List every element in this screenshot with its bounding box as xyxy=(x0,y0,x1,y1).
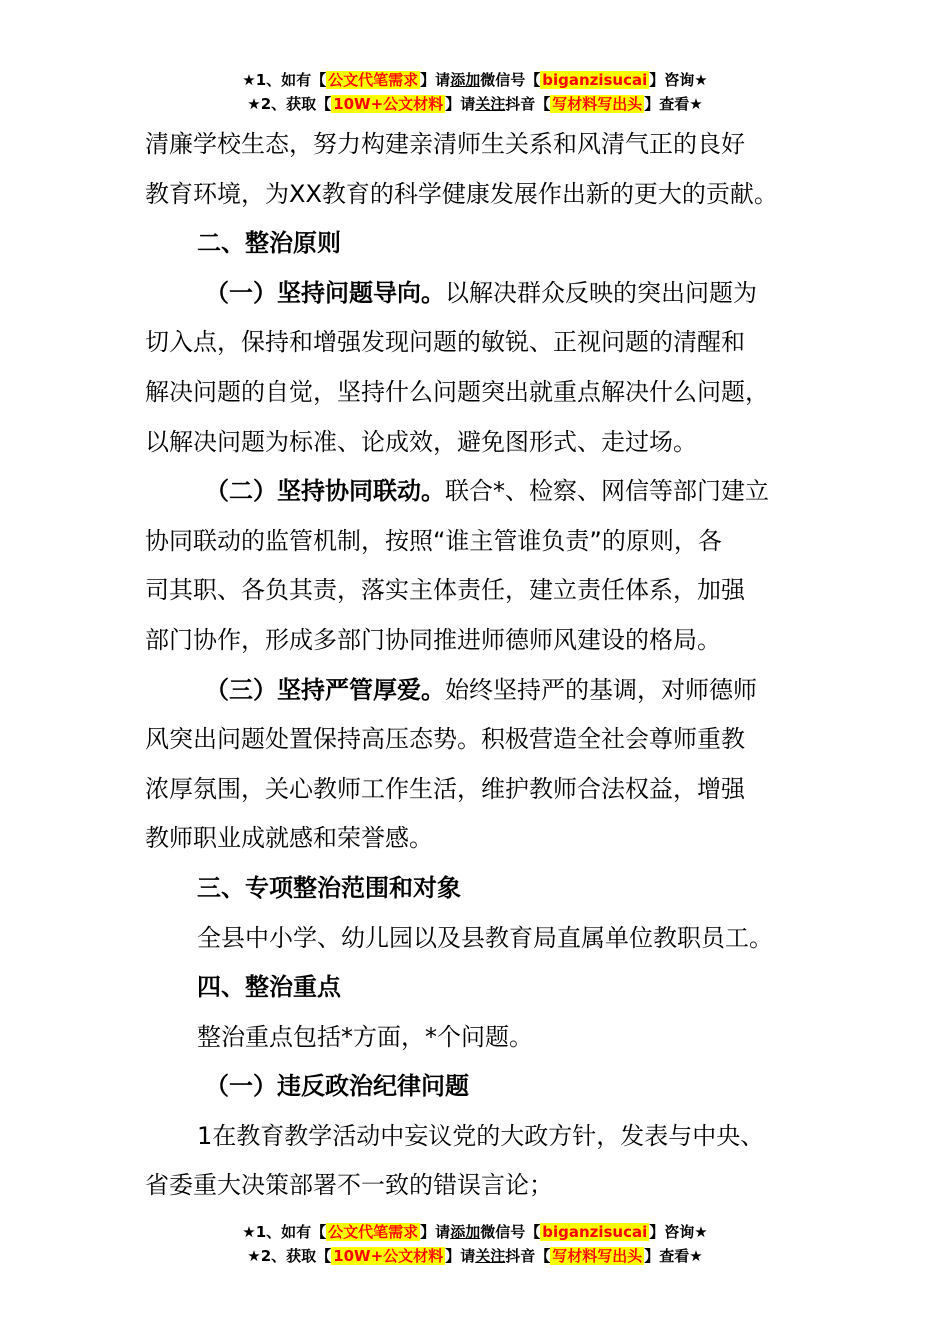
banner-top xyxy=(0,68,950,116)
banner-highlight: biganzisucai xyxy=(542,71,648,89)
section-heading: 三、专项整治范围和对象 xyxy=(197,873,461,902)
body-line: 浓厚氛围，关心教师工作生活，维护教师合法权益，增强 xyxy=(145,774,745,803)
body-line: 整治重点包括*方面，*个问题。 xyxy=(197,1022,533,1051)
body-line: 切入点，保持和增强发现问题的敏锐、正视问题的清醒和 xyxy=(145,328,745,357)
banner-bottom xyxy=(0,1220,950,1268)
principle-title: （三）坚持严管厚爱。 xyxy=(205,675,445,704)
banner-highlight: 10W+公文材料 xyxy=(333,95,444,113)
body-line: 全县中小学、幼儿园以及县教育局直属单位教职员工。 xyxy=(197,923,773,952)
banner-highlight: 10W+公文材料 xyxy=(333,1247,444,1265)
banner-line-2: ★2、获取【 10W+公文材料 】请关注抖音【 写材料写出头 】查看★ xyxy=(247,95,703,113)
body-line: 清廉学校生态，努力构建亲清师生关系和风清气正的良好 xyxy=(145,130,745,158)
body-line: 解决问题的自觉，坚持什么问题突出就重点解决什么问题， xyxy=(145,377,769,406)
banner-highlight: 公文代笔需求 xyxy=(328,71,419,89)
banner-line-2: ★2、获取【 10W+公文材料 】请关注抖音【 写材料写出头 】查看★ xyxy=(247,1247,703,1265)
principle-3: （三）坚持严管厚爱。始终坚持严的基调，对师德师 xyxy=(205,675,757,704)
subsection-heading: （一）违反政治纪律问题 xyxy=(205,1072,469,1101)
body-line: 以解决问题为标准、论成效，避免图形式、走过场。 xyxy=(145,427,697,456)
principle-title: （二）坚持协同联动。 xyxy=(205,477,445,506)
body-line: 部门协作，形成多部门协同推进师德师风建设的格局。 xyxy=(145,625,721,654)
body-line: 教师职业成就感和荣誉感。 xyxy=(145,824,433,853)
section-heading: 四、整治重点 xyxy=(197,973,341,1002)
body-line: 风突出问题处置保持高压态势。积极营造全社会尊师重教 xyxy=(145,725,745,754)
banner-line-1: ★1、如有【 公文代笔需求 】请添加微信号【 biganzisucai 】咨询★ xyxy=(242,71,708,89)
body-line: 司其职、各负其责，落实主体责任，建立责任体系，加强 xyxy=(145,576,745,605)
banner-highlight: biganzisucai xyxy=(542,1223,648,1241)
body-line: 1在教育教学活动中妄议党的大政方针，发表与中央、 xyxy=(197,1121,765,1150)
principle-1: （一）坚持问题导向。以解决群众反映的突出问题为 xyxy=(205,278,757,307)
banner-highlight: 写材料写出头 xyxy=(552,95,643,113)
section-heading: 二、整治原则 xyxy=(197,229,341,258)
banner-line-1: ★1、如有【 公文代笔需求 】请添加微信号【 biganzisucai 】咨询★ xyxy=(242,1223,708,1241)
banner-highlight: 公文代笔需求 xyxy=(328,1223,419,1241)
body-line: 协同联动的监管机制，按照“谁主管谁负责”的原则，各 xyxy=(145,526,722,555)
body-line: 教育环境，为XX教育的科学健康发展作出新的更大的贡献。 xyxy=(145,179,778,208)
document-body xyxy=(145,120,825,1211)
principle-title: （一）坚持问题导向。 xyxy=(205,278,445,307)
banner-highlight: 写材料写出头 xyxy=(552,1247,643,1265)
principle-2: （二）坚持协同联动。联合*、检察、网信等部门建立 xyxy=(205,477,769,506)
body-line: 省委重大决策部署不一致的错误言论； xyxy=(145,1171,553,1200)
